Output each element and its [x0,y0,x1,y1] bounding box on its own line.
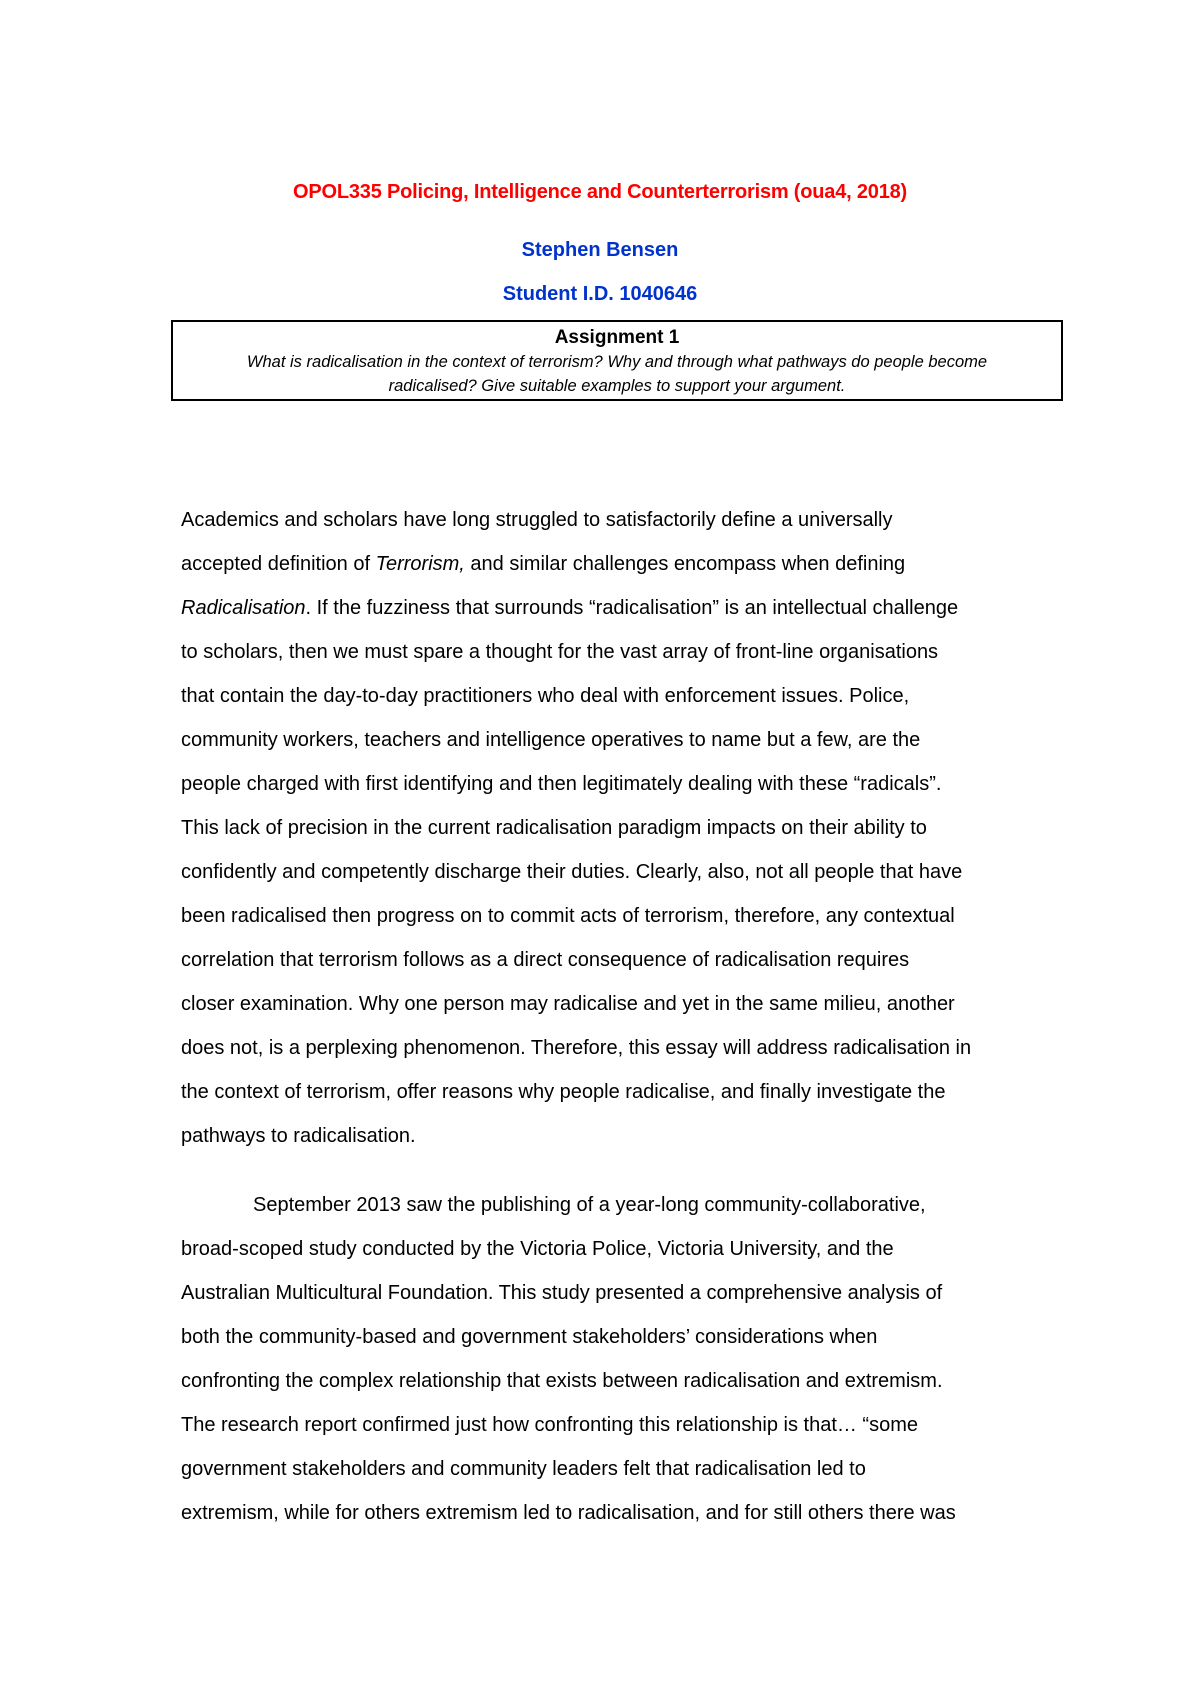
assignment-question-line2: radicalised? Give suitable examples to support your argument. [388,377,846,395]
paragraph-line: confidently and competently discharge their duties. Clearly, also, not all people that have [181,861,963,883]
text-run: and similar challenges encompass when defining [464,553,906,575]
assignment-question [187,350,1047,398]
author-name: Stephen Bensen [521,239,679,261]
paragraph-line: correlation that terrorism follows as a direct consequence of radicalisation requires [181,949,910,971]
paragraph-2 [181,1183,1061,1535]
paragraph-line: extremism, while for others extremism led to radicalisation, and for still others there was [181,1502,956,1524]
paragraph-line [181,586,1061,630]
paragraph-line: to scholars, then we must spare a thought for the vast array of front-line organisations [181,641,939,663]
italic-term-radicalisation: Radicalisation [181,597,306,619]
paragraph-line: the context of terrorism, offer reasons why people radicalise, and finally investigate the [181,1081,946,1103]
paragraph-line: does not, is a perplexing phenomenon. Therefore, this essay will address radicalisation in [181,1037,972,1059]
course-title: OPOL335 Policing, Intelligence and Counterterrorism (oua4, 2018) [292,181,908,203]
paragraph-line: been radicalised then progress on to commit acts of terrorism, therefore, any contextual [181,905,955,927]
paragraph-line: government stakeholders and community leaders felt that radicalisation led to [181,1458,866,1480]
paragraph-line: that contain the day-to-day practitioners who deal with enforcement issues. Police, [181,685,910,707]
paragraph-line: September 2013 saw the publishing of a year-long community-collaborative, [253,1194,926,1216]
paragraph-1 [181,498,1061,1158]
paragraph-line: broad-scoped study conducted by the Victoria Police, Victoria University, and the [181,1238,894,1260]
paragraph-line: community workers, teachers and intelligence operatives to name but a few, are the [181,729,921,751]
assignment-box [171,320,1063,401]
paragraph-line: The research report confirmed just how confronting this relationship is that… “some [181,1414,919,1436]
assignment-title: Assignment 1 [554,327,680,348]
paragraph-line: pathways to radicalisation. [181,1125,416,1147]
paragraph-line: confronting the complex relationship that exists between radicalisation and extremism. [181,1370,943,1392]
paragraph-line: Academics and scholars have long struggled to satisfactorily define a universally [181,509,893,531]
text-run: . If the fuzziness that surrounds “radicalisation” is an intellectual challenge [305,597,959,619]
paragraph-line: closer examination. Why one person may radicalise and yet in the same milieu, another [181,993,955,1015]
italic-term-terrorism: Terrorism, [375,553,465,575]
paragraph-line: people charged with first identifying and then legitimately dealing with these “radicals”. [181,773,942,795]
paragraph-line [181,542,1061,586]
student-id: Student I.D. 1040646 [502,283,698,305]
text-run: accepted definition of [181,553,376,575]
paragraph-line: Australian Multicultural Foundation. This study presented a comprehensive analysis of [181,1282,943,1304]
paragraph-line: both the community-based and government stakeholders’ considerations when [181,1326,878,1348]
paragraph-line: This lack of precision in the current radicalisation paradigm impacts on their ability to [181,817,927,839]
assignment-question-line1: What is radicalisation in the context of terrorism? Why and through what pathways do people become [246,353,988,371]
